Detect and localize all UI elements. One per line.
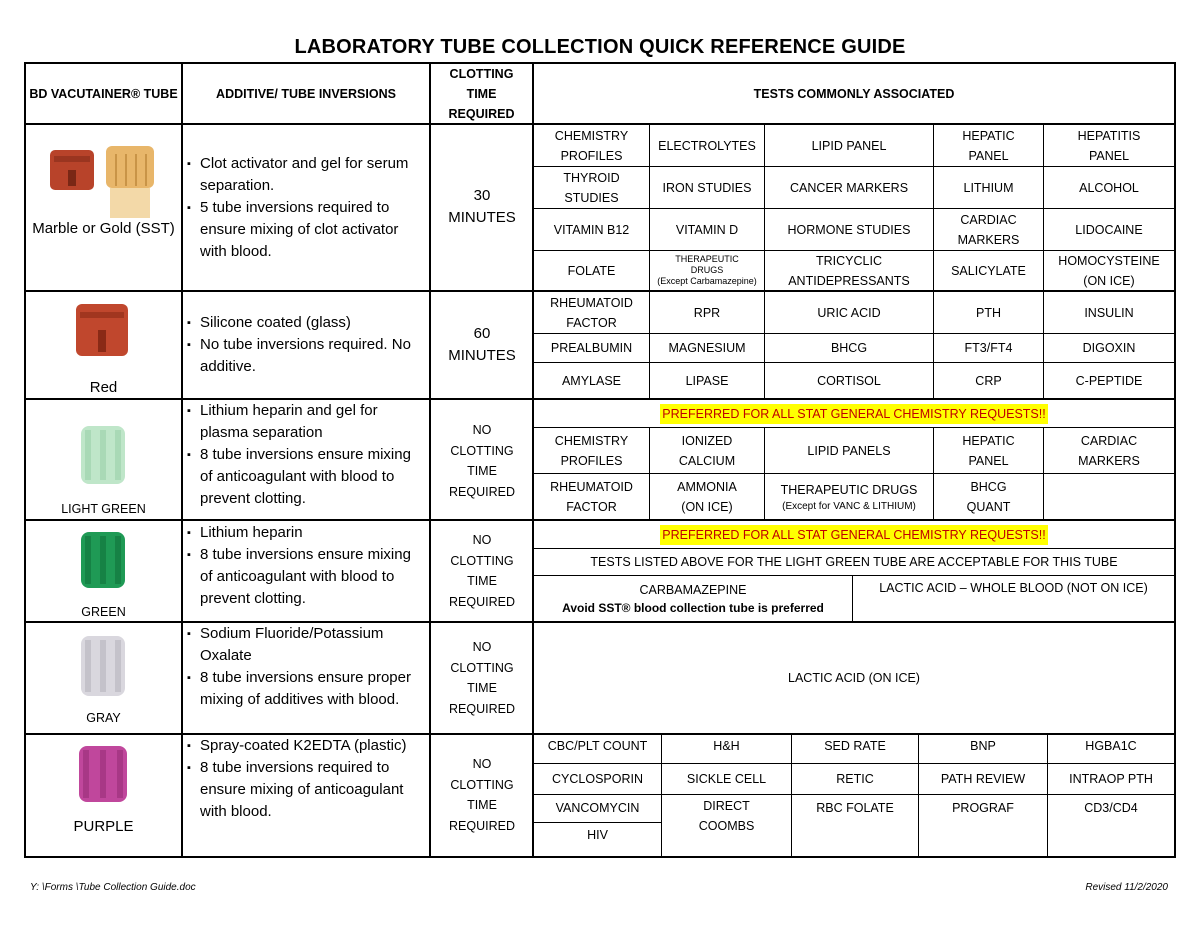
test-cell: RHEUMATOID FACTOR: [550, 295, 633, 330]
test-cell: LIDOCAINE: [1075, 222, 1143, 237]
preferred-banner: [534, 521, 1174, 548]
clotting-green: NO CLOTTING TIME REQUIRED: [449, 533, 515, 609]
test-cell: CANCER MARKERS: [789, 180, 909, 195]
additive-red: [187, 312, 425, 378]
test-cell: THYROID STUDIES: [563, 170, 620, 205]
additive-green: [187, 522, 425, 610]
test-cell: RETIC: [836, 772, 874, 786]
additive-item: ▪ Sodium Fluoride/Potassium Oxalate: [187, 623, 425, 667]
test-cell: CORTISOL: [817, 373, 881, 388]
test-cell: LIPID PANELS: [807, 443, 891, 458]
test-cell: URIC ACID: [817, 305, 881, 320]
preferred-text: PREFERRED FOR ALL STAT GENERAL CHEMISTRY REQUESTS!!: [660, 525, 1047, 545]
additive-item: ▪ 8 tube inversions ensure mixing of anticoagulant with blood to prevent clotting.: [187, 544, 425, 610]
clotting-red: 60 MINUTES: [448, 325, 516, 364]
test-cell: HEPATITIS PANEL: [1077, 128, 1141, 163]
additive-item: ▪ 5 tube inversions required to ensure mixing of clot activator with blood.: [187, 197, 425, 263]
red-tube-cap-image: [72, 300, 132, 360]
additive-sst: [187, 153, 425, 263]
test-cell: FT3/FT4: [964, 341, 1013, 355]
test-cell: MAGNESIUM: [668, 341, 746, 355]
test-cell: HEPATIC PANEL: [962, 433, 1015, 468]
test-cell: PTH: [976, 305, 1001, 320]
header-tests: TESTS COMMONLY ASSOCIATED: [753, 86, 955, 101]
test-cell: TRICYCLIC ANTIDEPRESSANTS: [788, 253, 910, 288]
test-cell: SALICYLATE: [951, 263, 1026, 278]
test-cell-therapeutic: [650, 251, 764, 290]
test-cell: BHCG QUANT: [966, 479, 1011, 514]
header-tube: BD VACUTAINER® TUBE: [29, 86, 178, 101]
test-note: Avoid SST® blood collection tube is preferred: [562, 600, 824, 615]
test-cell: LIPID PANEL: [811, 138, 887, 153]
test-cell: VANCOMYCIN: [555, 801, 640, 815]
test-cell: CRP: [975, 373, 1002, 388]
additive-light-green: [187, 400, 425, 510]
test-cell: DIRECT COOMBS: [698, 799, 755, 833]
additive-gray: [187, 623, 425, 711]
test-cell: BNP: [970, 739, 996, 753]
footer-file-path: Y: \Forms \Tube Collection Guide.doc: [30, 882, 196, 893]
page-title: LABORATORY TUBE COLLECTION QUICK REFERENCE GUIDE: [294, 36, 906, 58]
clotting-light-green: NO CLOTTING TIME REQUIRED: [449, 423, 515, 499]
test-cell: CBC/PLT COUNT: [547, 739, 648, 753]
additive-item: ▪ 8 tube inversions required to ensure mixing of anticoagulant with blood.: [187, 757, 425, 823]
additive-item: ▪ Spray-coated K2EDTA (plastic): [187, 735, 425, 757]
acceptable-note: TESTS LISTED ABOVE FOR THE LIGHT GREEN TUBE ARE ACCEPTABLE FOR THIS TUBE: [590, 555, 1118, 569]
test-cell: FOLATE: [567, 263, 616, 278]
test-cell: RHEUMATOID FACTOR: [550, 479, 633, 514]
test-cell: HOMOCYSTEINE (ON ICE): [1058, 253, 1160, 288]
test-cell: HIV: [587, 828, 608, 842]
gray-tube-cap-image: [78, 632, 128, 700]
tube-name-sst: Marble or Gold (SST): [32, 220, 175, 237]
purple-tube-cap-image: [76, 742, 130, 806]
test-cell: HEPATIC PANEL: [962, 128, 1015, 163]
additive-item: ▪ 8 tube inversions ensure mixing of anticoagulant with blood to prevent clotting.: [187, 444, 425, 510]
test-label: THERAPEUTIC DRUGS: [780, 482, 918, 497]
additive-item: ▪ No tube inversions required. No additive.: [187, 334, 425, 378]
test-cell: LITHIUM: [963, 180, 1014, 195]
test-label: THERAPEUTIC DRUGS: [675, 254, 739, 275]
test-cell: PATH REVIEW: [940, 772, 1026, 786]
additive-item: ▪ Silicone coated (glass): [187, 312, 425, 334]
additive-item: ▪ Lithium heparin and gel for plasma separation: [187, 400, 425, 444]
clotting-sst: 30 MINUTES: [448, 187, 516, 226]
test-cell: LACTIC ACID (ON ICE): [788, 671, 920, 685]
test-cell: SED RATE: [824, 739, 886, 753]
test-cell: RBC FOLATE: [816, 801, 894, 815]
test-cell: VITAMIN D: [675, 222, 739, 237]
additive-item: ▪ Clot activator and gel for serum separation.: [187, 153, 425, 197]
test-cell: ALCOHOL: [1079, 180, 1139, 195]
test-cell: C-PEPTIDE: [1075, 373, 1143, 388]
test-cell: CHEMISTRY PROFILES: [554, 433, 629, 468]
test-cell: ELECTROLYTES: [658, 138, 756, 153]
tube-name-light-green: LIGHT GREEN: [61, 502, 146, 516]
preferred-banner: [534, 400, 1174, 427]
additive-item: ▪ Lithium heparin: [187, 522, 425, 544]
test-cell: HGBA1C: [1085, 739, 1137, 753]
test-cell: PROGRAF: [952, 801, 1014, 815]
test-note: (Except for VANC & LITHIUM): [782, 500, 916, 512]
test-cell: RPR: [693, 305, 721, 320]
additive-purple: [187, 735, 425, 823]
test-cell: SICKLE CELL: [686, 772, 767, 786]
light-green-tube-cap-image: [78, 420, 128, 488]
lactic-acid-cell: LACTIC ACID – WHOLE BLOOD (NOT ON ICE): [879, 581, 1148, 595]
tube-name-green: GREEN: [81, 605, 126, 619]
preferred-text: PREFERRED FOR ALL STAT GENERAL CHEMISTRY REQUESTS!!: [660, 404, 1047, 424]
test-cell: IONIZED CALCIUM: [678, 433, 736, 468]
test-note: (Except Carbamazepine): [657, 276, 757, 286]
test-cell: BHCG: [830, 341, 868, 355]
test-cell: CHEMISTRY PROFILES: [554, 128, 629, 163]
header-clotting: CLOTTING TIME REQUIRED: [448, 66, 515, 121]
test-cell: [1044, 474, 1174, 519]
clotting-gray: NO CLOTTING TIME REQUIRED: [449, 640, 515, 716]
test-cell: IRON STUDIES: [662, 180, 752, 195]
test-cell: INSULIN: [1084, 305, 1134, 320]
tube-name-gray: GRAY: [86, 711, 121, 725]
tube-name-red: Red: [89, 379, 118, 396]
clotting-purple: NO CLOTTING TIME REQUIRED: [449, 757, 515, 833]
test-cell: CARDIAC MARKERS: [1078, 433, 1140, 468]
test-cell: CD3/CD4: [1084, 801, 1138, 815]
test-cell: HORMONE STUDIES: [787, 222, 911, 237]
test-label: CARBAMAZEPINE: [639, 582, 747, 597]
test-cell: CYCLOSPORIN: [552, 772, 643, 786]
test-cell: AMYLASE: [561, 373, 622, 388]
footer-revised-date: Revised 11/2/2020: [1085, 882, 1168, 893]
header-additive: ADDITIVE/ TUBE INVERSIONS: [216, 86, 396, 101]
test-cell: INTRAOP PTH: [1069, 772, 1153, 786]
test-cell: PREALBUMIN: [550, 341, 633, 355]
test-cell: DIGOXIN: [1082, 341, 1136, 355]
green-tube-cap-image: [78, 528, 128, 592]
test-cell: LIPASE: [685, 373, 729, 388]
tube-name-purple: PURPLE: [73, 818, 134, 835]
sst-tube-caps-image: [44, 142, 164, 220]
test-cell-therapeutic: [765, 474, 933, 519]
test-cell: AMMONIA (ON ICE): [677, 479, 737, 514]
additive-item: ▪ 8 tube inversions ensure proper mixing of additives with blood.: [187, 667, 425, 711]
test-cell: H&H: [713, 739, 740, 753]
carbamazepine-cell: [534, 576, 852, 621]
test-cell: CARDIAC MARKERS: [957, 212, 1020, 247]
test-cell: VITAMIN B12: [553, 222, 630, 237]
